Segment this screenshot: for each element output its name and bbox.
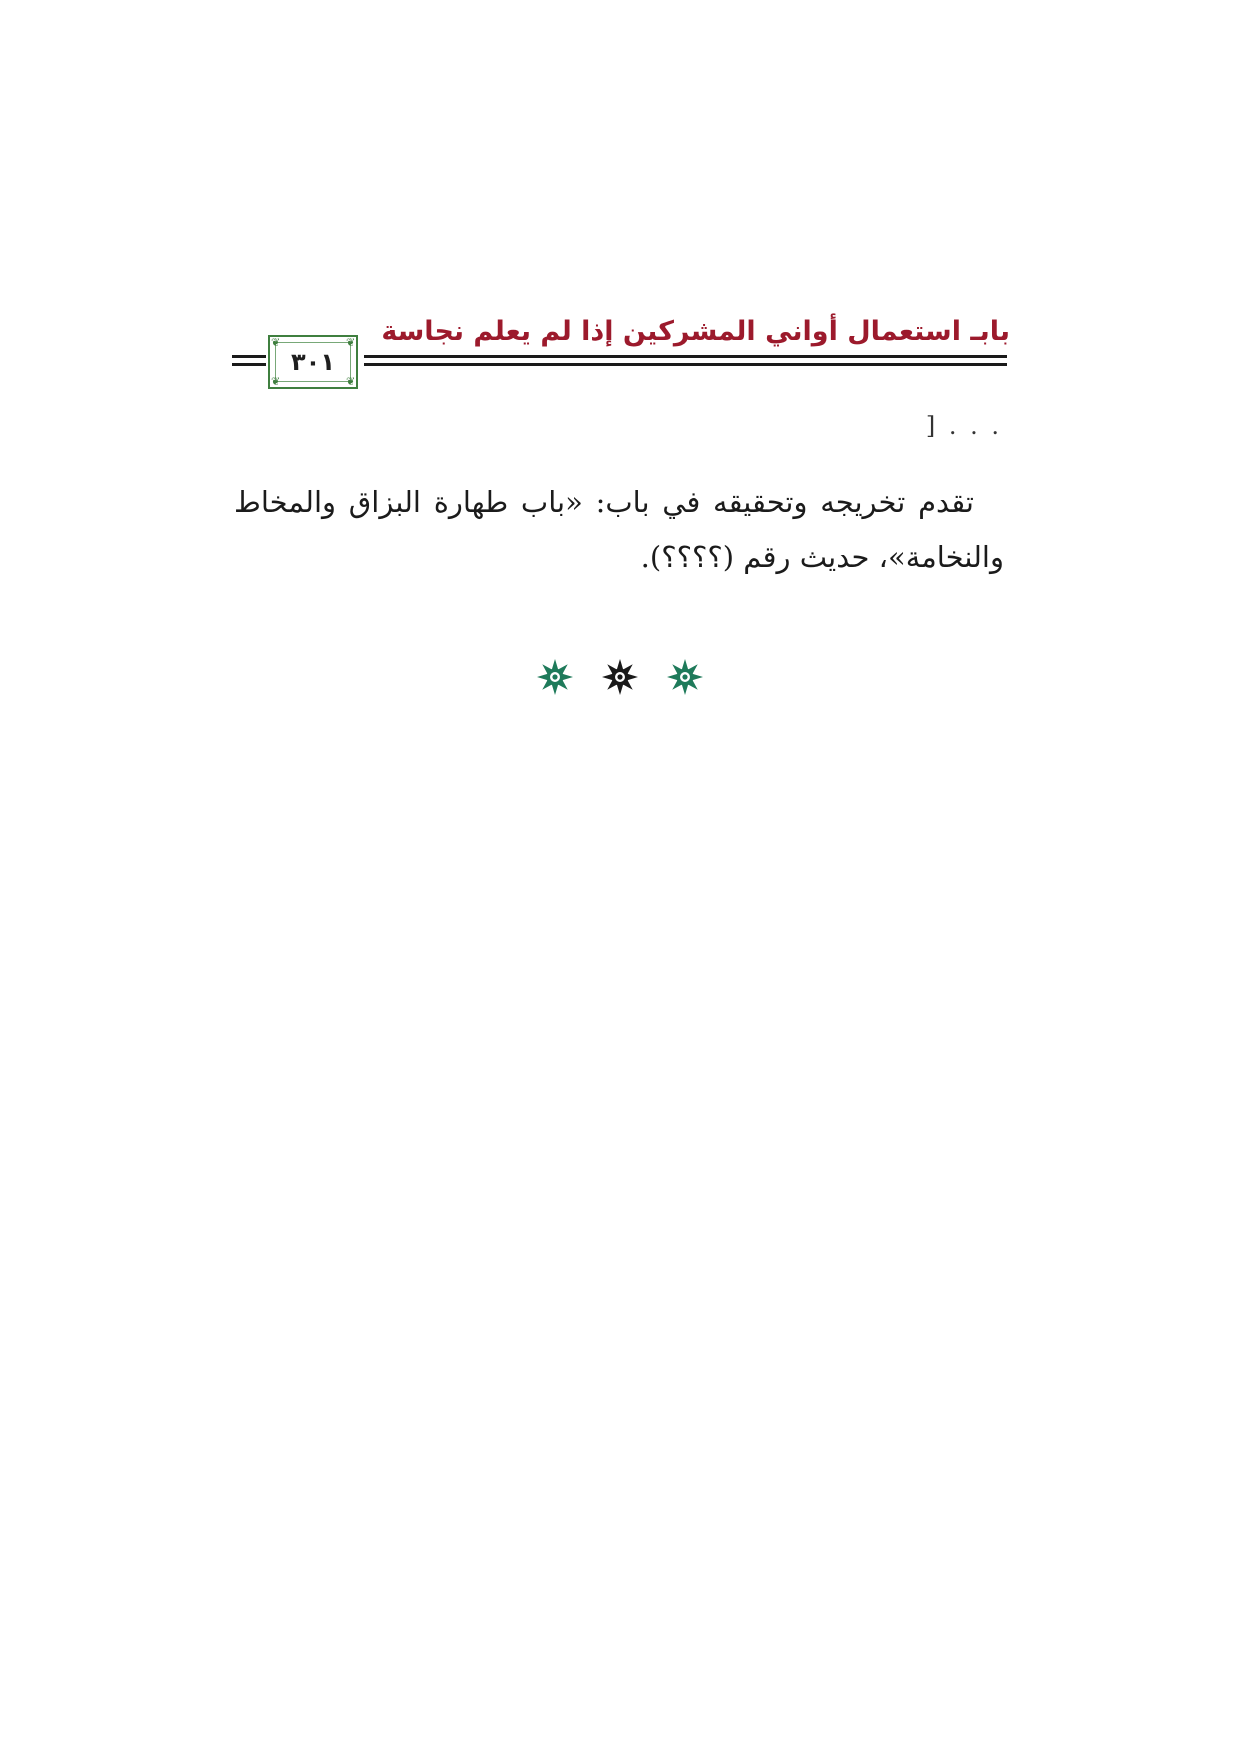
- header-rule-right-bottom: [364, 363, 1007, 366]
- corner-ornament-icon: ❦: [271, 375, 281, 388]
- floral-star-icon: [600, 657, 640, 697]
- corner-ornament-icon: ❦: [346, 336, 356, 349]
- header-rule-left-top: [232, 355, 266, 358]
- body-paragraph: تقدم تخريجه وتحقيقه في باب: «باب طهارة البزاق والمخاط والنخامة»، حديث رقم (؟؟؟؟).: [234, 485, 1004, 574]
- header-rule-right-top: [364, 355, 1007, 358]
- header-rule-left-bottom: [232, 363, 266, 366]
- floral-star-icon: [535, 657, 575, 697]
- section-end-ornaments: [535, 652, 705, 702]
- page-number: ٣٠١: [291, 348, 335, 376]
- page-number-frame: [268, 335, 358, 389]
- floral-star-icon: [665, 657, 705, 697]
- corner-ornament-icon: ❦: [271, 336, 281, 349]
- text-fragment: . . . [: [925, 412, 1002, 440]
- corner-ornament-icon: ❦: [346, 375, 356, 388]
- running-title: بابـ استعمال أواني المشركين إذا لم يعلم نجاسة: [381, 316, 1010, 347]
